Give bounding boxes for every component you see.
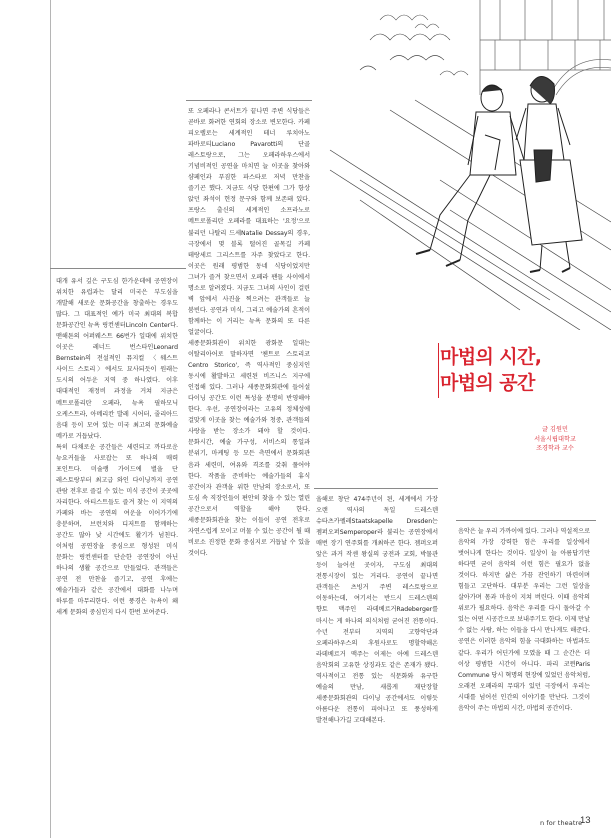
page-number: 13 [580,815,591,826]
couple-on-stairs-illustration [320,0,611,330]
body-paragraph: 세종문화회관이 위치한 광화문 일대는 이탈리아어로 말하자면 '첸트로 스토리코 Centro Storico', 즉 역사적인 중심지인 동시에 활발하고 세련된 비즈니스 지구에 인접해 있다. 그러나 세종문화회관에 들어설 다이닝 공간도 이런 특성을 분명히 반영해야 한다. 우선, 공연장이라는 고유의 정체성에 걸맞게 이곳을 찾는 예술가와 청중, 관객들의 사랑을 받는 장소가 돼야 할 것이다. 문화시간, 예술 가구성, 서비스의 통일과 분위기, 마케팅 등 모든 측면에서 문화회관 음과 세련미, 여유와 격조를 갖춰 풀어야 한다. 작품을 준비하는 예술가들의 휴식 공간이자 관객을 위한 만남의 장소로서, 또 도심 속 직장인들이 편안히 찾을 수 있는 열린 공간으로서 역할을 해야 한다. 세종문화회관을 찾는 이들이 공연 전후로 자연스럽게 모이고 머물 수 있는 공간이 될 때 비로소 진정한 문화 중심지로 거듭날 수 있을 것이다. [188,339,310,557]
body-column-3 [316,494,438,812]
body-paragraph: 특히 다채로운 공간들은 세련되고 까다로운 뉴요커들을 사로잡는 또 하나의 매력 포인트다. 미슐랭 가이드에 별을 단 레스토랑부터 최고급 와인 다이닝까지 공연 관람 전후로 즐길 수 있는 미식 공간이 곳곳에 자리한다. 아티스트들도 즐겨 찾는 이 지역의 카페와 바는 공연의 여운을 이어가기에 충분하며, 브런치와 디저트를 함께하는 공간도 많아 낮 시간에도 활기가 넘친다. 이처럼 공연장을 중심으로 형성된 미식 문화는 링컨센터를 단순한 공연장이 아닌 하나의 생활 공간으로 만들었다. 관객들은 공연 전 만찬을 즐기고, 공연 후에는 예술가들과 같은 공간에서 대화를 나누며 하루를 마무리한다. 이런 풍경은 뉴욕이 왜 세계 문화의 중심인지 다시 한번 보여준다. [56,443,178,617]
body-column-1 [56,276,178,831]
credit-author: 글 김원민 [542,426,568,433]
credit-role: 조경학과 교수 [536,445,574,452]
column-rule [50,268,186,269]
column-rule [456,520,596,521]
body-paragraph: 또 오페라나 콘서트가 끝나면 주변 식당들은 곧바로 화려한 연회의 장소로 변모한다. 카페 피오렐로는 세계적인 테너 루치아노 파바로티Luciano Pavarotti의 단골 레스토랑으로, 그는 오페라하우스에서 기념비적인 공연을 마치면 늘 이곳을 찾아와 샴페인과 푸짐한 파스타로 저녁 만찬을 즐기곤 했다. 지금도 식당 한편에 그가 항상 앉던 좌석이 헌정 문구와 함께 보존돼 있다. 프랑스 출신의 세계적인 소프라노로 메트로폴리탄 오페라를 대표하는 '요정'으로 불리던 나탈리 드세Natalie Dessay의 경우, 극장에서 몇 블록 떨어진 골목길 카페 테랑세르 그리스트를 자주 찾았다고 한다. 이곳은 원래 평범한 동네 식당이었지만 그녀가 즐겨 찾으면서 오페라 팬들 사이에서 명소로 알려졌다. 지금도 그녀의 사인이 걸린 벽 앞에서 사진을 찍으려는 관객들로 늘 붐빈다. 공연과 미식, 그리고 예술가의 흔적이 함께하는 이 거리는 뉴욕 문화의 또 다른 얼굴이다. [188,108,310,336]
body-paragraph: 올해로 창단 474주년이 된, 세계에서 가장 오랜 역사의 독일 드레스덴 슈타츠카펠레Staatskapelle Dresden는 젬퍼오퍼Semperoper라 불리는 공연장에서 매번 장기 연주회를 개최하곤 한다. 젬퍼오퍼 앞은 과거 작센 왕실의 궁전과 교회, 박물관 등이 늘어선 곳이자, 구도심 최대의 전통시장이 있는 거리다. 공연이 끝나면 관객들은 츠빙거 주변 레스토랑으로 이동하는데, 여기서는 반드시 드레스덴의 향토 맥주인 라데베르거Radeberger를 마시는 게 하나의 의식처럼 굳어진 전통이다. 수년 전부터 지역의 고향악단과 오페라하우스의 후원사로도 명할약해온 라데베르거 맥주는 이제는 아예 드레스덴 음악회의 고유한 상징과도 같은 존재가 됐다. 역사적이고 전통 있는 식문화와 유구한 예술의 만남, 새롭게 재단장할 세종문화회관의 다이닝 공간에서도 이렇듯 아름다운 전통이 피어나고 또 풍성하게 발전해나가길 고대해본다. [316,496,438,724]
magazine-brand: n for theatre [540,819,583,827]
body-paragraph: 음악은 늘 우리 가까이에 있다. 그러나 역설적으로 음악의 가장 강력한 힘은 우리를 일상에서 벗어나게 한다는 것이다. 일상이 늘 아름답기만 하다면 굳이 음악의 이런 힘은 필요가 없을 것이다. 하지만 삶은 가끔 잔인하기 마련이며 힘들고 고단하다. 대부분 우리는 그런 일상을 살아가며 몸과 마음이 지쳐 버린다. 이때 음악의 위로가 필요하다. 음악은 우리를 다시 돌아갈 수 있는 어떤 시공간으로 보내주기도 한다. 이제 만날 수 없는 사람, 하는 이들을 다시 만나게도 해준다. 공연은 이러한 음악의 힘을 극대화하는 마법과도 같다. 우리가 어딘가에 모였을 때 그 순간은 더 이상 평범한 시간이 아니다. 파리 코뮌Paris Commune 당시 혁명의 현장에 있었던 음악처럼, 오래전 오페라의 무대가 있던 극장에서 우리는 시대를 넘어선 인간의 이야기를 만난다. 그것이 음악이 주는 마법의 시간, 마법의 공간이다. [458,528,590,712]
body-paragraph: 대개 유서 깊은 구도심 한가운데에 공연장이 위치한 유럽과는 달리 미국은 부도심을 개발해 새로운 문화공간을 창출하는 경우도 많다. 그 대표적인 예가 미국 최대의 복합 문화공간인 뉴욕 링컨센터Lincoln Center다. 맨해튼의 어퍼웨스트 66번가 일대에 위치한 이곳은 레너드 번스타인Leonard Bernstein의 전설적인 뮤지컬 〈웨스트 사이드 스토리〉에서도 묘사되듯이 원래는 도시의 어두운 지역 중 하나였다. 이후 대대적인 재정비 과정을 거쳐 지금은 메트로폴리탄 오페라, 뉴욕 필하모닉 오케스트라, 아메리칸 발레 시어터, 줄리아드 음대 등이 모여 있는 미국 최고의 문화예술 메카로 거듭났다. [56,278,178,440]
column-rule [50,0,51,838]
column-rule [186,100,312,101]
column-rule [314,488,438,489]
title-line-2: 마법의 공간 [440,372,535,394]
author-credit [520,425,590,454]
title-line-1: 마법의 시간, [440,346,542,368]
body-column-2 [188,106,310,830]
article-title [440,344,610,396]
title-accent-line [438,343,439,398]
credit-affiliation: 서울시립대학교 [534,435,576,443]
body-column-4 [458,526,590,806]
